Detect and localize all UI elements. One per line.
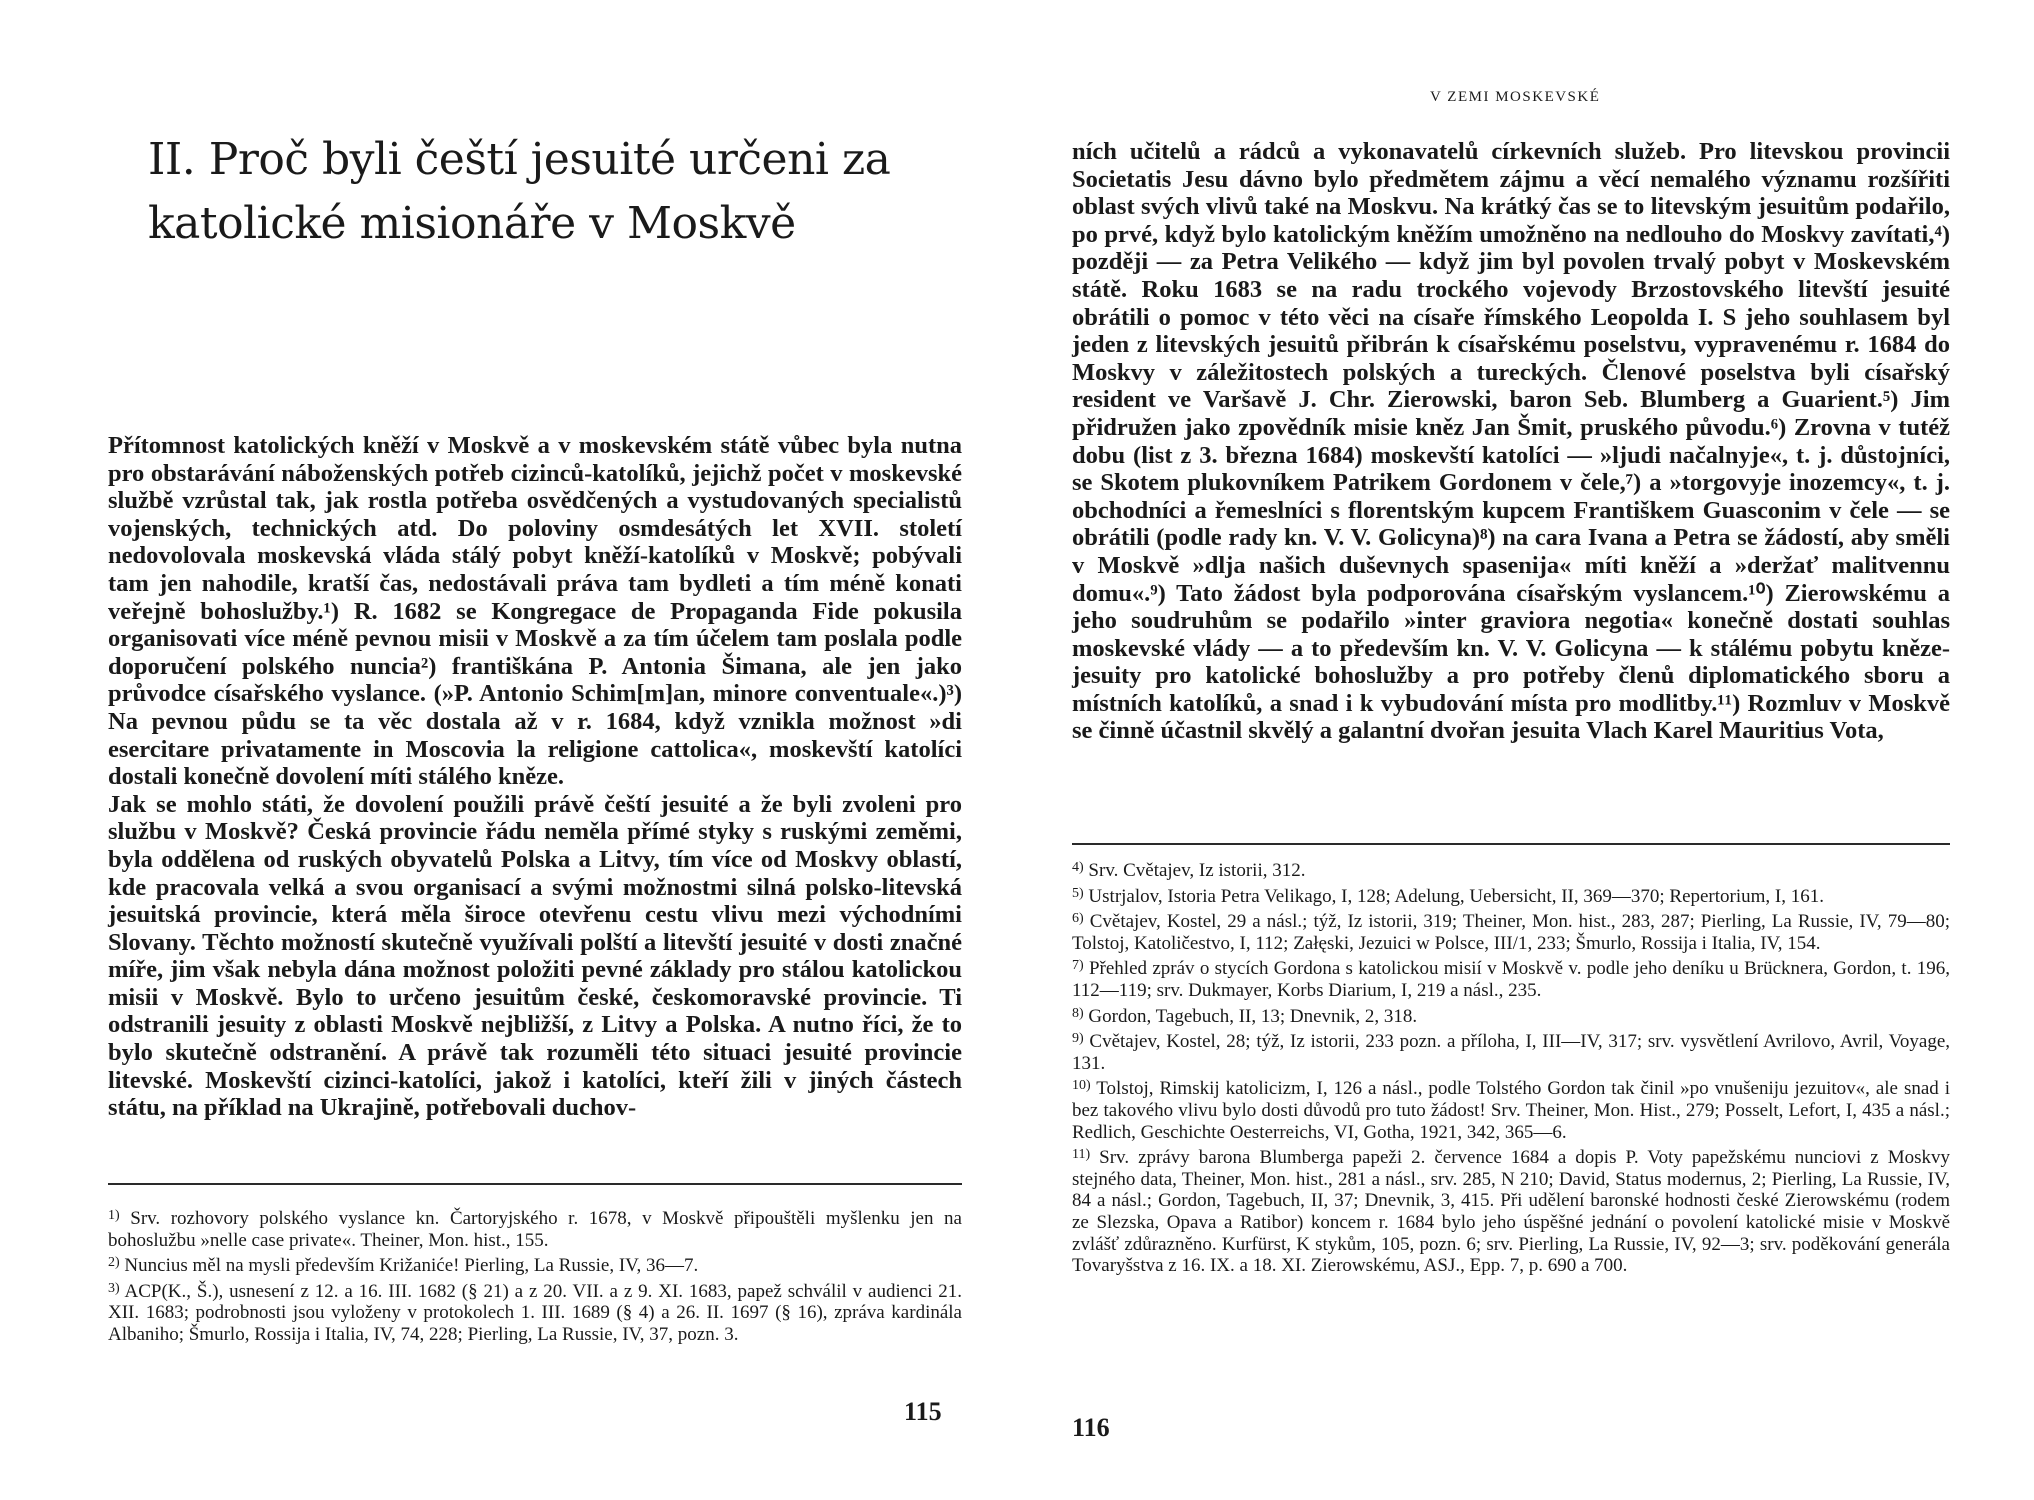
footnote-number: 4) [1072, 860, 1084, 875]
footnote-number: 11) [1072, 1147, 1091, 1163]
right-page [1035, 0, 2034, 1500]
footnote-number: 2) [108, 1255, 120, 1271]
page-number: 115 [904, 1397, 942, 1426]
footnote-number: 9) [1072, 1031, 1084, 1047]
footnote [1072, 1003, 1950, 1028]
page-number: 116 [1072, 1413, 1110, 1442]
footnote [1072, 883, 1950, 908]
footnote-number: 7) [1072, 958, 1084, 974]
footnote [1072, 955, 1950, 1001]
footnote [108, 1205, 962, 1251]
right-footnotes [1072, 857, 1950, 1278]
footnote-number: 8) [1072, 1005, 1084, 1021]
chapter-title: II. Proč byli čeští jesuité určeni za katolické misionáře v Moskvě [148, 134, 891, 249]
footnote-number: 1) [108, 1208, 120, 1223]
footnote [1072, 1144, 1950, 1277]
footnote-text: Cvětajev, Kostel, 29 a násl.; týž, Iz istorii, 319; Theiner, Mon. hist., 283, 287; Pierling, La Russie, IV, 79—80; Tolstoj, Katoličestvo, I, 112; Załęski, Jezuici w Polsce, III/1, 233; Šmurlo, Rossija i Italia, IV, 154. [1072, 911, 1951, 954]
footnote [108, 1252, 962, 1277]
footnote-number: 6) [1072, 911, 1084, 927]
footnote-text: Srv. rozhovory polského vyslance kn. Čartoryjského r. 1678, v Moskvě připouštěli myšlenku jen na bohoslužbu »nelle case private«. Theiner, Mon. hist., 155. [108, 1208, 962, 1251]
footnote-text: Gordon, Tagebuch, II, 13; Dnevnik, 2, 318. [1088, 1005, 1418, 1027]
paragraph: Přítomnost katolických kněží v Moskvě a v moskevském státě vůbec byla nutna pro obstarávání náboženských potřeb cizinců-katolíků, jejichž počet v moskevské službě vzrůstal tak, jak rostla potřeba osvědčených a vystudovaných specialistů vojenských, technických atd. Do poloviny osmdesátých let XVII. století nedovolovala moskevská vláda stálý pobyt kněží-katolíků v Moskvě; pobývali tam jen nahodile, kratší čas, nedostávali práva tam bydleti a tím méně konati veřejně bohoslužby.¹) R. 1682 se Kongregace de Propaganda Fide pokusila organisovati více méně pevnou misii v Moskvě a za tím účelem tam poslala podle doporučení polského nuncia²) františkána P. Antonia Šimana, ale jen jako průvodce císařského vyslance. (»P. Antonio Schim[m]an, minore conventuale«.)³) Na pevnou půdu se ta věc dostala až v r. 1684, když vznikla možnost »di esercitare privatamente in Moscovia la religione cattolica«, moskevští katolíci dostali konečně dovolení míti stálého kněze. [108, 432, 962, 791]
footnote-text: Přehled zpráv o stycích Gordona s katolickou misií v Moskvě v. podle jeho deníku u Brücknera, Gordon, t. 196, 112—119; srv. Dukmayer, Korbs Diarium, I, 219 a násl., 235. [1072, 958, 1950, 1001]
left-footnotes [108, 1205, 962, 1347]
footnote [1072, 857, 1950, 882]
paragraph: Jak se mohlo státi, že dovolení použili právě čeští jesuité a že byli zvoleni pro službu v Moskvě? Česká provincie řádu neměla přímé styky s ruskými zeměmi, byla oddělena od ruských obyvatelů Polska a Litvy, tím více od Moskvy oblastí, kde pracovala velká a svou organisací a svými možnostmi silná polsko-litevská jesuitská provincie, která měla široce otevřenu cestu vlivu mezi východními Slovany. Těchto možností skutečně využívali polští a litevští jesuité v dosti značné míře, jim však nebyla dána možnost položiti pevné základy pro stálou katolickou misii v Moskvě. Bylo to určeno jesuitům české, českomoravské provincie. Ti odstranili jesuity z oblasti Moskvě nejbližší, z Litvy a Polska. A nutno říci, že to bylo skutečně odstranění. A právě tak rozuměli této situaci jesuité provincie litevské. Moskevští cizinci-katolíci, jakož i katolíci, kteří žili v jiných částech státu, na příklad na Ukrajině, potřebovali duchov- [108, 790, 962, 1122]
footnote-number: 3) [108, 1280, 120, 1296]
footnote-divider [1072, 843, 1950, 845]
footnote-text: Srv. zprávy barona Blumberga papeži 2. července 1684 a dopis P. Voty papežskému nunciovi z Moskvy stejného data, Theiner, Mon. hist., 281 a násl., srv. 285, N 210; David, Status modernus, 2; Pierling, La Russie, IV, 84 a násl.; Gordon, Tagebuch, II, 37; Dnevnik, 3, 415. Při udělení baronské hodnosti české Zierowskému (rodem ze Slezska, Opava a Ratibor) koncem r. 1684 bylo jeho úspěšné jednání o povolení katolické misie v Moskvě zvlášť zdůrazněno. Kurfürst, K stykům, 105, pozn. 6; srv. Pierling, La Russie, IV, 92—3; srv. poděkování generála Tovaryšstva z 16. IX. a 18. XI. Zierowskému, ASJ., Epp. 7, p. 690 a 700. [1072, 1147, 1950, 1277]
footnote [1072, 1075, 1950, 1143]
footnote-text: ACP(K., Š.), usnesení z 12. a 16. III. 1682 (§ 21) a z 20. VII. a z 9. XI. 1683, papež schválil v audienci 21. XII. 1683; podrobnosti jsou vyloženy v protokolech 1. III. 1689 (§ 4) a 26. II. 1697 (§ 16), zpráva kardinála Albaniho; Šmurlo, Rossija i Italia, IV, 74, 228; Pierling, La Russie, IV, 37, pozn. 3. [108, 1280, 963, 1345]
footnote [1072, 1028, 1950, 1074]
paragraph: ních učitelů a rádců a vykonavatelů církevních služeb. Pro litevskou provincii Societatis Jesu dávno bylo předmětem zájmu a věcí nemalého významu rozšířiti oblast svých vlivů také na Moskvu. Na krátký čas se to litevským jesuitům podařilo, po prvé, když bylo katolickým kněžím umožněno na nedlouho do Moskvy zavítati,⁴) později — za Petra Velikého — když jim byl povolen trvalý pobyt v Moskevském státě. Roku 1683 se na radu trockého vojevody Brzostovského litevští jesuité obrátili o pomoc v této věci na císaře římského Leopolda I. S jeho souhlasem byl jeden z litevských jesuitů přibrán k císařskému poselstvu, vypravenému r. 1684 do Moskvy v záležitostech polských a tureckých. Členové poselstva byli císařský resident ve Varšavě J. Chr. Zierowski, baron Seb. Blumberg a Guarient.⁵) Jim přidružen jako zpovědník misie kněz Jan Šmit, pruského původu.⁶) Zrovna v tutéž dobu (list z 3. března 1684) moskevští katolíci — »ljudi načalnyje«, t. j. důstojníci, se Skotem plukovníkem Patrikem Gordonem v čele,⁷) a »torgovyje inozemcy«, t. j. obchodníci a řemeslníci s florentským kupcem Františkem Guasconim v čele — se obrátili (podle rady kn. V. V. Golicyna)⁸) na cara Ivana a Petra se žádostí, aby směli v Moskvě »dlja našich duševnych spasenija« míti kněží a »deržať malitvennu domu«.⁹) Tato žádost byla podporována císařským vyslancem.¹⁰) Zierowskému a jeho soudruhům se podařilo »inter graviora negotia« konečně dostati souhlas moskevské vlády — a to především kn. V. V. Golicyna — k stálému pobytu kněze-jesuity pro katolické bohoslužby a pro potřeby členů diplomatického sboru a místních katolíků, a snad i k vybudování místa pro modlitby.¹¹) Rozmluv v Moskvě se činně účastnil skvělý a galantní dvořan jesuita Vlach Karel Mauritius Vota, [1072, 138, 1950, 745]
footnote [1072, 908, 1950, 954]
footnote-number: 5) [1072, 885, 1084, 901]
footnote [108, 1278, 962, 1346]
footnote-text: Ustrjalov, Istoria Petra Velikago, I, 128; Adelung, Uebersicht, II, 369—370; Repertorium, I, 161. [1088, 885, 1825, 907]
footnote-divider [108, 1183, 962, 1185]
left-body-text [108, 432, 962, 1122]
running-head: V ZEMI MOSKEVSKÉ [1430, 89, 1601, 105]
right-body-text [1072, 138, 1950, 745]
footnote-text: Tolstoj, Rimskij katolicizm, I, 126 a násl., podle Tolstého Gordon tak činil »po vnušeniju jezuitov«, ale snad i bez takového vlivu bylo dosti důvodů pro tuto žádost! Srv. Theiner, Mon. Hist., 279; Posselt, Lefort, I, 435 a násl.; Redlich, Geschichte Oesterreichs, VI, Gotha, 1921, 342, 365—6. [1072, 1078, 1950, 1143]
footnote-number: 10) [1072, 1078, 1091, 1094]
footnote-text: Srv. Cvětajev, Iz istorii, 312. [1088, 860, 1306, 881]
footnote-text: Cvětajev, Kostel, 28; týž, Iz istorii, 233 pozn. a příloha, I, III—IV, 317; srv. vysvětlení Avrilovo, Avril, Voyage, 131. [1072, 1031, 1950, 1074]
left-page [0, 0, 1000, 1500]
footnote-text: Nuncius měl na mysli především Križaniće! Pierling, La Russie, IV, 36—7. [124, 1255, 699, 1277]
